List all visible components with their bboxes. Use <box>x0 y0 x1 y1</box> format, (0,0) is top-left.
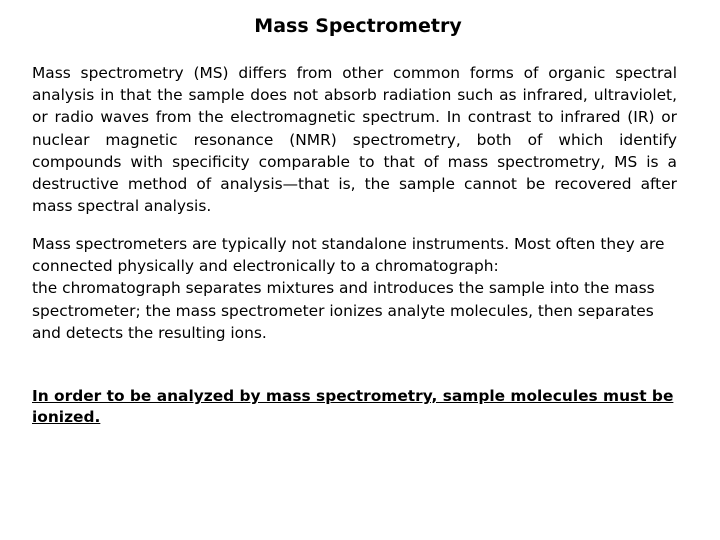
paragraph-line: the chromatograph separates mixtures and introduces the sample into the mass spectrometer; the mass spectrometer ionizes analyte molecules, then separates and detects the resulting ions. <box>32 279 655 342</box>
paragraph-ms-overview: Mass spectrometry (MS) differs from other common forms of organic spectral analysis in that the sample does not absorb radiation such as infrared, ultraviolet, or radio waves from the electromagnetic spectrum. In contrast to infrared (IR) or nuclear magnetic resonance (NMR) spectrometry, both of which identify compounds with specificity comparable to that of mass spectrometry, MS is a destructive method of analysis—that is, the sample cannot be recovered after mass spectral analysis. <box>32 64 677 216</box>
paragraph-line: Mass spectrometers are typically not standalone instruments. Most often they are connected physically and electronically to a chromatograph: <box>32 235 665 276</box>
slide-title: Mass Spectrometry <box>254 15 462 37</box>
key-point-statement: In order to be analyzed by mass spectrometry, sample molecules must be ionized. <box>32 387 674 426</box>
paragraph-ms-instruments <box>32 233 677 344</box>
